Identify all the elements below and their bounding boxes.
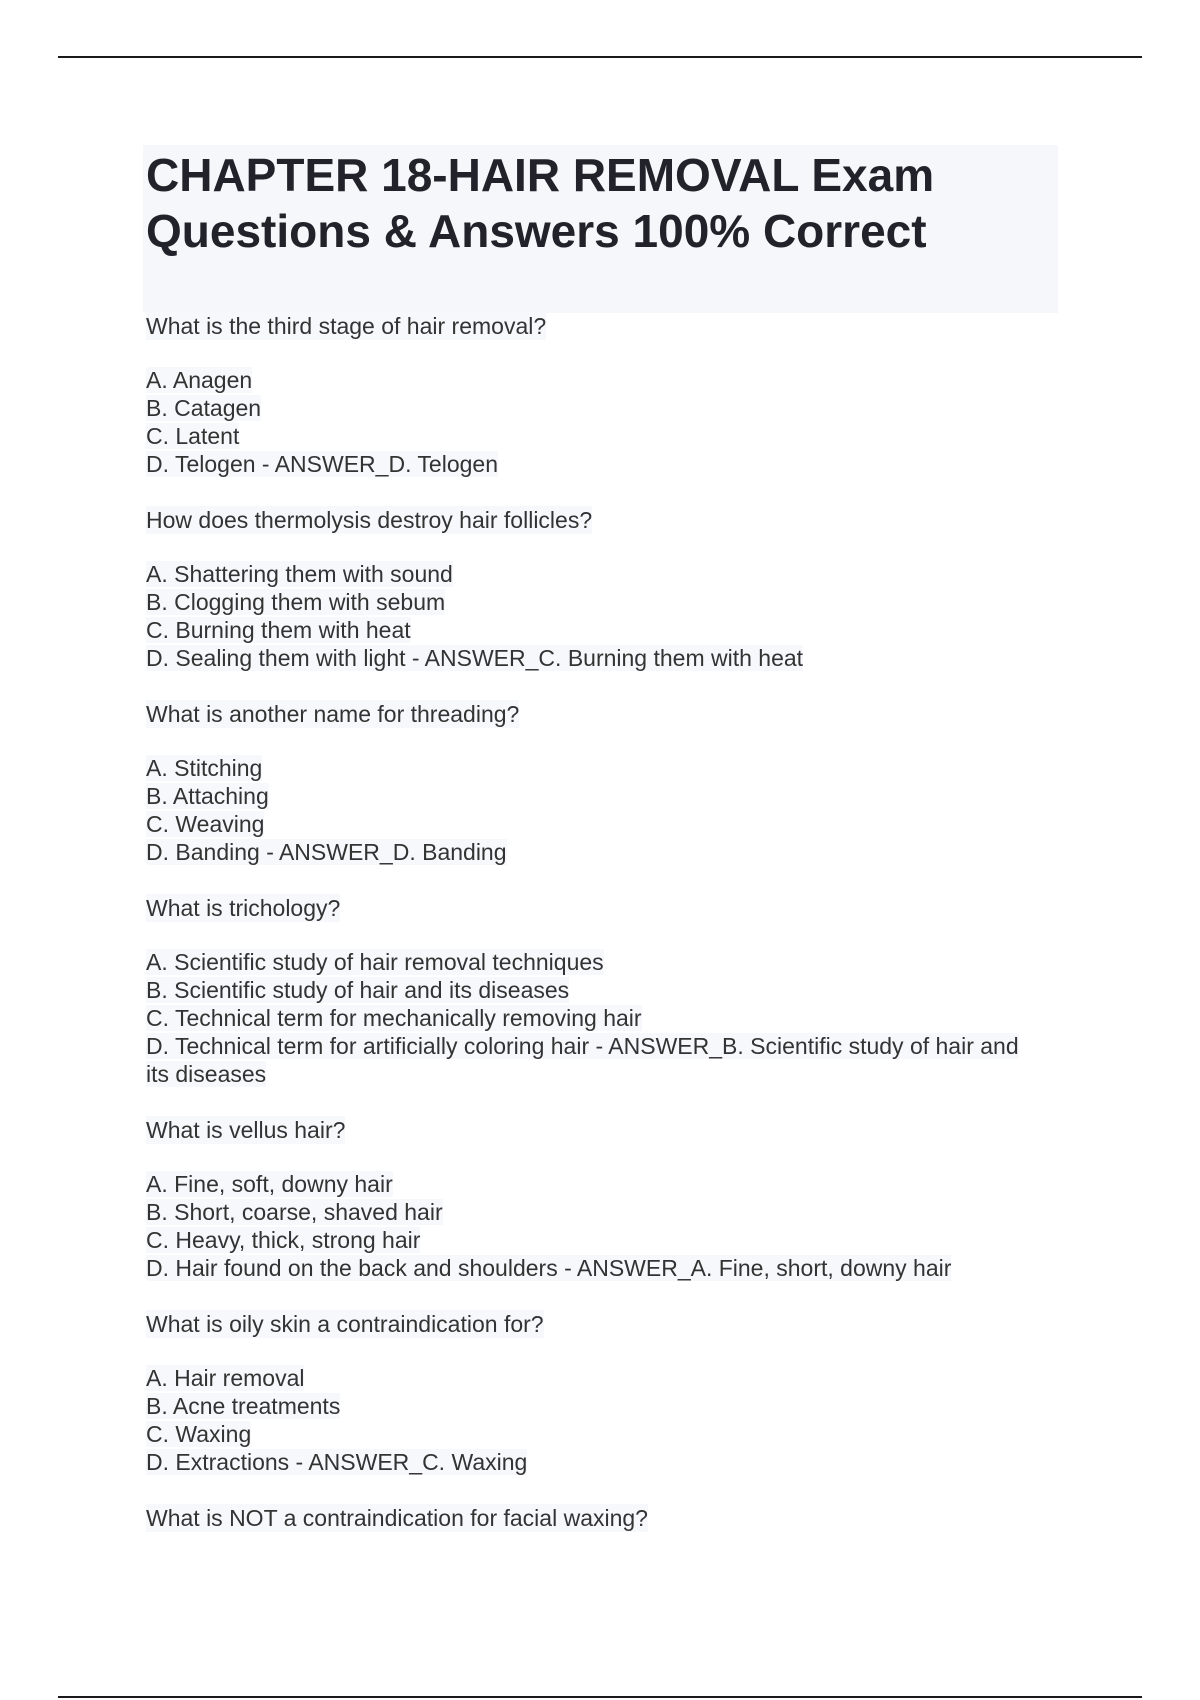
option-item: A. Anagen xyxy=(146,367,253,393)
qa-item-7 xyxy=(146,1504,1046,1532)
option-item: B. Scientific study of hair and its diseases xyxy=(146,977,570,1003)
options-list xyxy=(146,560,1046,672)
option-item-answer: D. Banding - ANSWER_D. Banding xyxy=(146,839,507,865)
options-list xyxy=(146,366,1046,478)
question-text: What is another name for threading? xyxy=(146,701,520,727)
header-rule xyxy=(58,56,1142,58)
options-list xyxy=(146,948,1046,1088)
question-text: What is NOT a contraindication for facial waxing? xyxy=(146,1505,648,1531)
option-item-answer: D. Hair found on the back and shoulders - ANSWER_A. Fine, short, downy hair xyxy=(146,1255,952,1281)
option-item: A. Fine, soft, downy hair xyxy=(146,1171,393,1197)
question-text: What is trichology? xyxy=(146,895,341,921)
document-title xyxy=(146,145,1058,259)
question-text: What is vellus hair? xyxy=(146,1117,346,1143)
option-item: C. Technical term for mechanically removing hair xyxy=(146,1005,642,1031)
option-item: B. Attaching xyxy=(146,783,269,809)
qa-item-5 xyxy=(146,1116,1046,1282)
option-item: A. Shattering them with sound xyxy=(146,561,453,587)
option-item-answer: D. Extractions - ANSWER_C. Waxing xyxy=(146,1449,528,1475)
option-item: B. Short, coarse, shaved hair xyxy=(146,1199,443,1225)
option-item: C. Latent xyxy=(146,423,240,449)
option-item: A. Stitching xyxy=(146,755,263,781)
qa-item-6 xyxy=(146,1310,1046,1476)
option-item: C. Weaving xyxy=(146,811,265,837)
option-item: A. Scientific study of hair removal techniques xyxy=(146,949,604,975)
option-item: A. Hair removal xyxy=(146,1365,305,1391)
options-list xyxy=(146,1364,1046,1476)
qa-item-3 xyxy=(146,700,1046,866)
option-item: B. Acne treatments xyxy=(146,1393,341,1419)
options-list xyxy=(146,1170,1046,1282)
option-item-answer: D. Sealing them with light - ANSWER_C. Burning them with heat xyxy=(146,645,804,671)
qa-item-2 xyxy=(146,506,1046,672)
option-item: C. Waxing xyxy=(146,1421,252,1447)
option-item-answer: D. Telogen - ANSWER_D. Telogen xyxy=(146,451,498,477)
title-line-1: CHAPTER 18-HAIR REMOVAL Exam xyxy=(146,149,935,201)
footer-rule xyxy=(58,1696,1142,1698)
question-text: What is oily skin a contraindication for? xyxy=(146,1311,544,1337)
options-list xyxy=(146,754,1046,866)
qa-content xyxy=(146,312,1046,1532)
option-item: B. Catagen xyxy=(146,395,262,421)
option-item: C. Heavy, thick, strong hair xyxy=(146,1227,421,1253)
qa-item-1 xyxy=(146,312,1046,478)
option-item: B. Clogging them with sebum xyxy=(146,589,446,615)
title-block xyxy=(143,145,1058,313)
option-item: C. Burning them with heat xyxy=(146,617,411,643)
question-text: What is the third stage of hair removal? xyxy=(146,313,547,339)
question-text: How does thermolysis destroy hair follicles? xyxy=(146,507,593,533)
qa-item-4 xyxy=(146,894,1046,1088)
title-line-2: Questions & Answers 100% Correct xyxy=(146,205,927,257)
option-item-answer: D. Technical term for artificially coloring hair - ANSWER_B. Scientific study of hair and its diseases xyxy=(146,1033,1019,1087)
